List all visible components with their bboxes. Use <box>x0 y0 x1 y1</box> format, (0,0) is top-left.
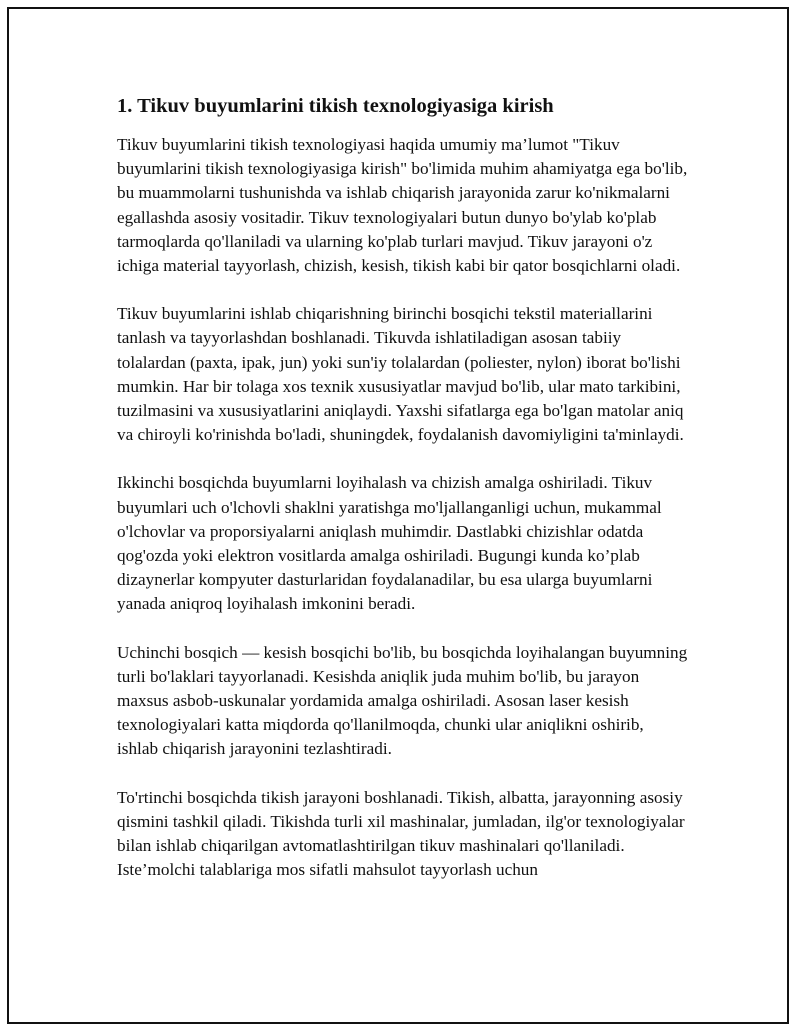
paragraph-fourth-stage: To'rtinchi bosqichda tikish jarayoni boshlanadi. Tikish, albatta, jarayonning asosiy qismini tashkil qiladi. Tikishda turli xil mashinalar, jumladan, ilg'or texnologiyalar bilan ishlab chiqarilgan avtomatlashtirilgan tikuv mashinalari qo'llaniladi. Iste’molchi talablariga mos sifatli mahsulot tayyorlash uchun <box>117 787 685 880</box>
paragraph-intro: Tikuv buyumlarini tikish texnologiyasi haqida umumiy ma’lumot "Tikuv buyumlarini tikish texnologiyasiga kirish" bo'limida muhim ahamiyatga ega bo'lib, bu muammolarni tushunishda va ishlab chiqarish jarayonida zarur ko'nikmalarni egallashda asosiy vositadir. Tikuv texnologiyalari butun dunyo bo'ylab ko'plab tarmoqlarda qo'llaniladi va ularning ko'plab turlari mavjud. Tikuv jarayoni o'z ichiga material tayyorlash, chizish, kesish, tikish kabi bir qator bosqichlarni oladi. <box>117 135 688 276</box>
paragraph-first-stage: Tikuv buyumlarini ishlab chiqarishning birinchi bosqichi tekstil materiallarini tanlash va tayyorlashdan boshlanadi. Tikuvda ishlatiladigan asosan tabiiy tolalardan (paxta, ipak, jun) yoki sun'iy tolalardan (poliester, nylon) iborat bo'lishi mumkin. Har bir tolaga xos texnik xususiyatlar mavjud bo'lib, ular mato tarkibini, tuzilmasini va xususiyatlarini aniqlaydi. Yaxshi sifatlarga ega bo'lgan matolar aniq va chiroyli ko'rinishda bo'ladi, shuningdek, foydalanish davomiyligini ta'minlaydi. <box>117 304 684 445</box>
paragraph-third-stage: Uchinchi bosqich — kesish bosqichi bo'lib, bu bosqichda loyihalangan buyumning turli bo'laklari tayyorlanadi. Kesishda aniqlik juda muhim bo'lib, bu jarayon maxsus asbob-uskunalar yordamida amalga oshiriladi. Asosan laser kesish texnologiyalari katta miqdorda qo'llanilmoqda, chunki ular aniqlikni oshirib, ishlab chiqarish jarayonini tezlashtiradi. <box>117 642 688 759</box>
document-body <box>117 92 689 906</box>
paragraph-second-stage: Ikkinchi bosqichda buyumlarni loyihalash va chizish amalga oshiriladi. Tikuv buyumlari uch o'lchovli shaklni yaratishga mo'ljallanganligi uchun, mukammal o'lchovlar va proporsiyalarni aniqlash muhimdir. Dastlabki chizishlar odatda qog'ozda yoki elektron vositlarda amalga oshiriladi. Bugungi kunda ko’plab dizaynerlar kompyuter dasturlaridan foydalanadilar, bu esa ularga buyumlarni yanada aniqroq loyihalash imkonini beradi. <box>117 473 662 614</box>
section-heading: 1. Tikuv buyumlarini tikish texnologiyasiga kirish <box>117 95 554 117</box>
